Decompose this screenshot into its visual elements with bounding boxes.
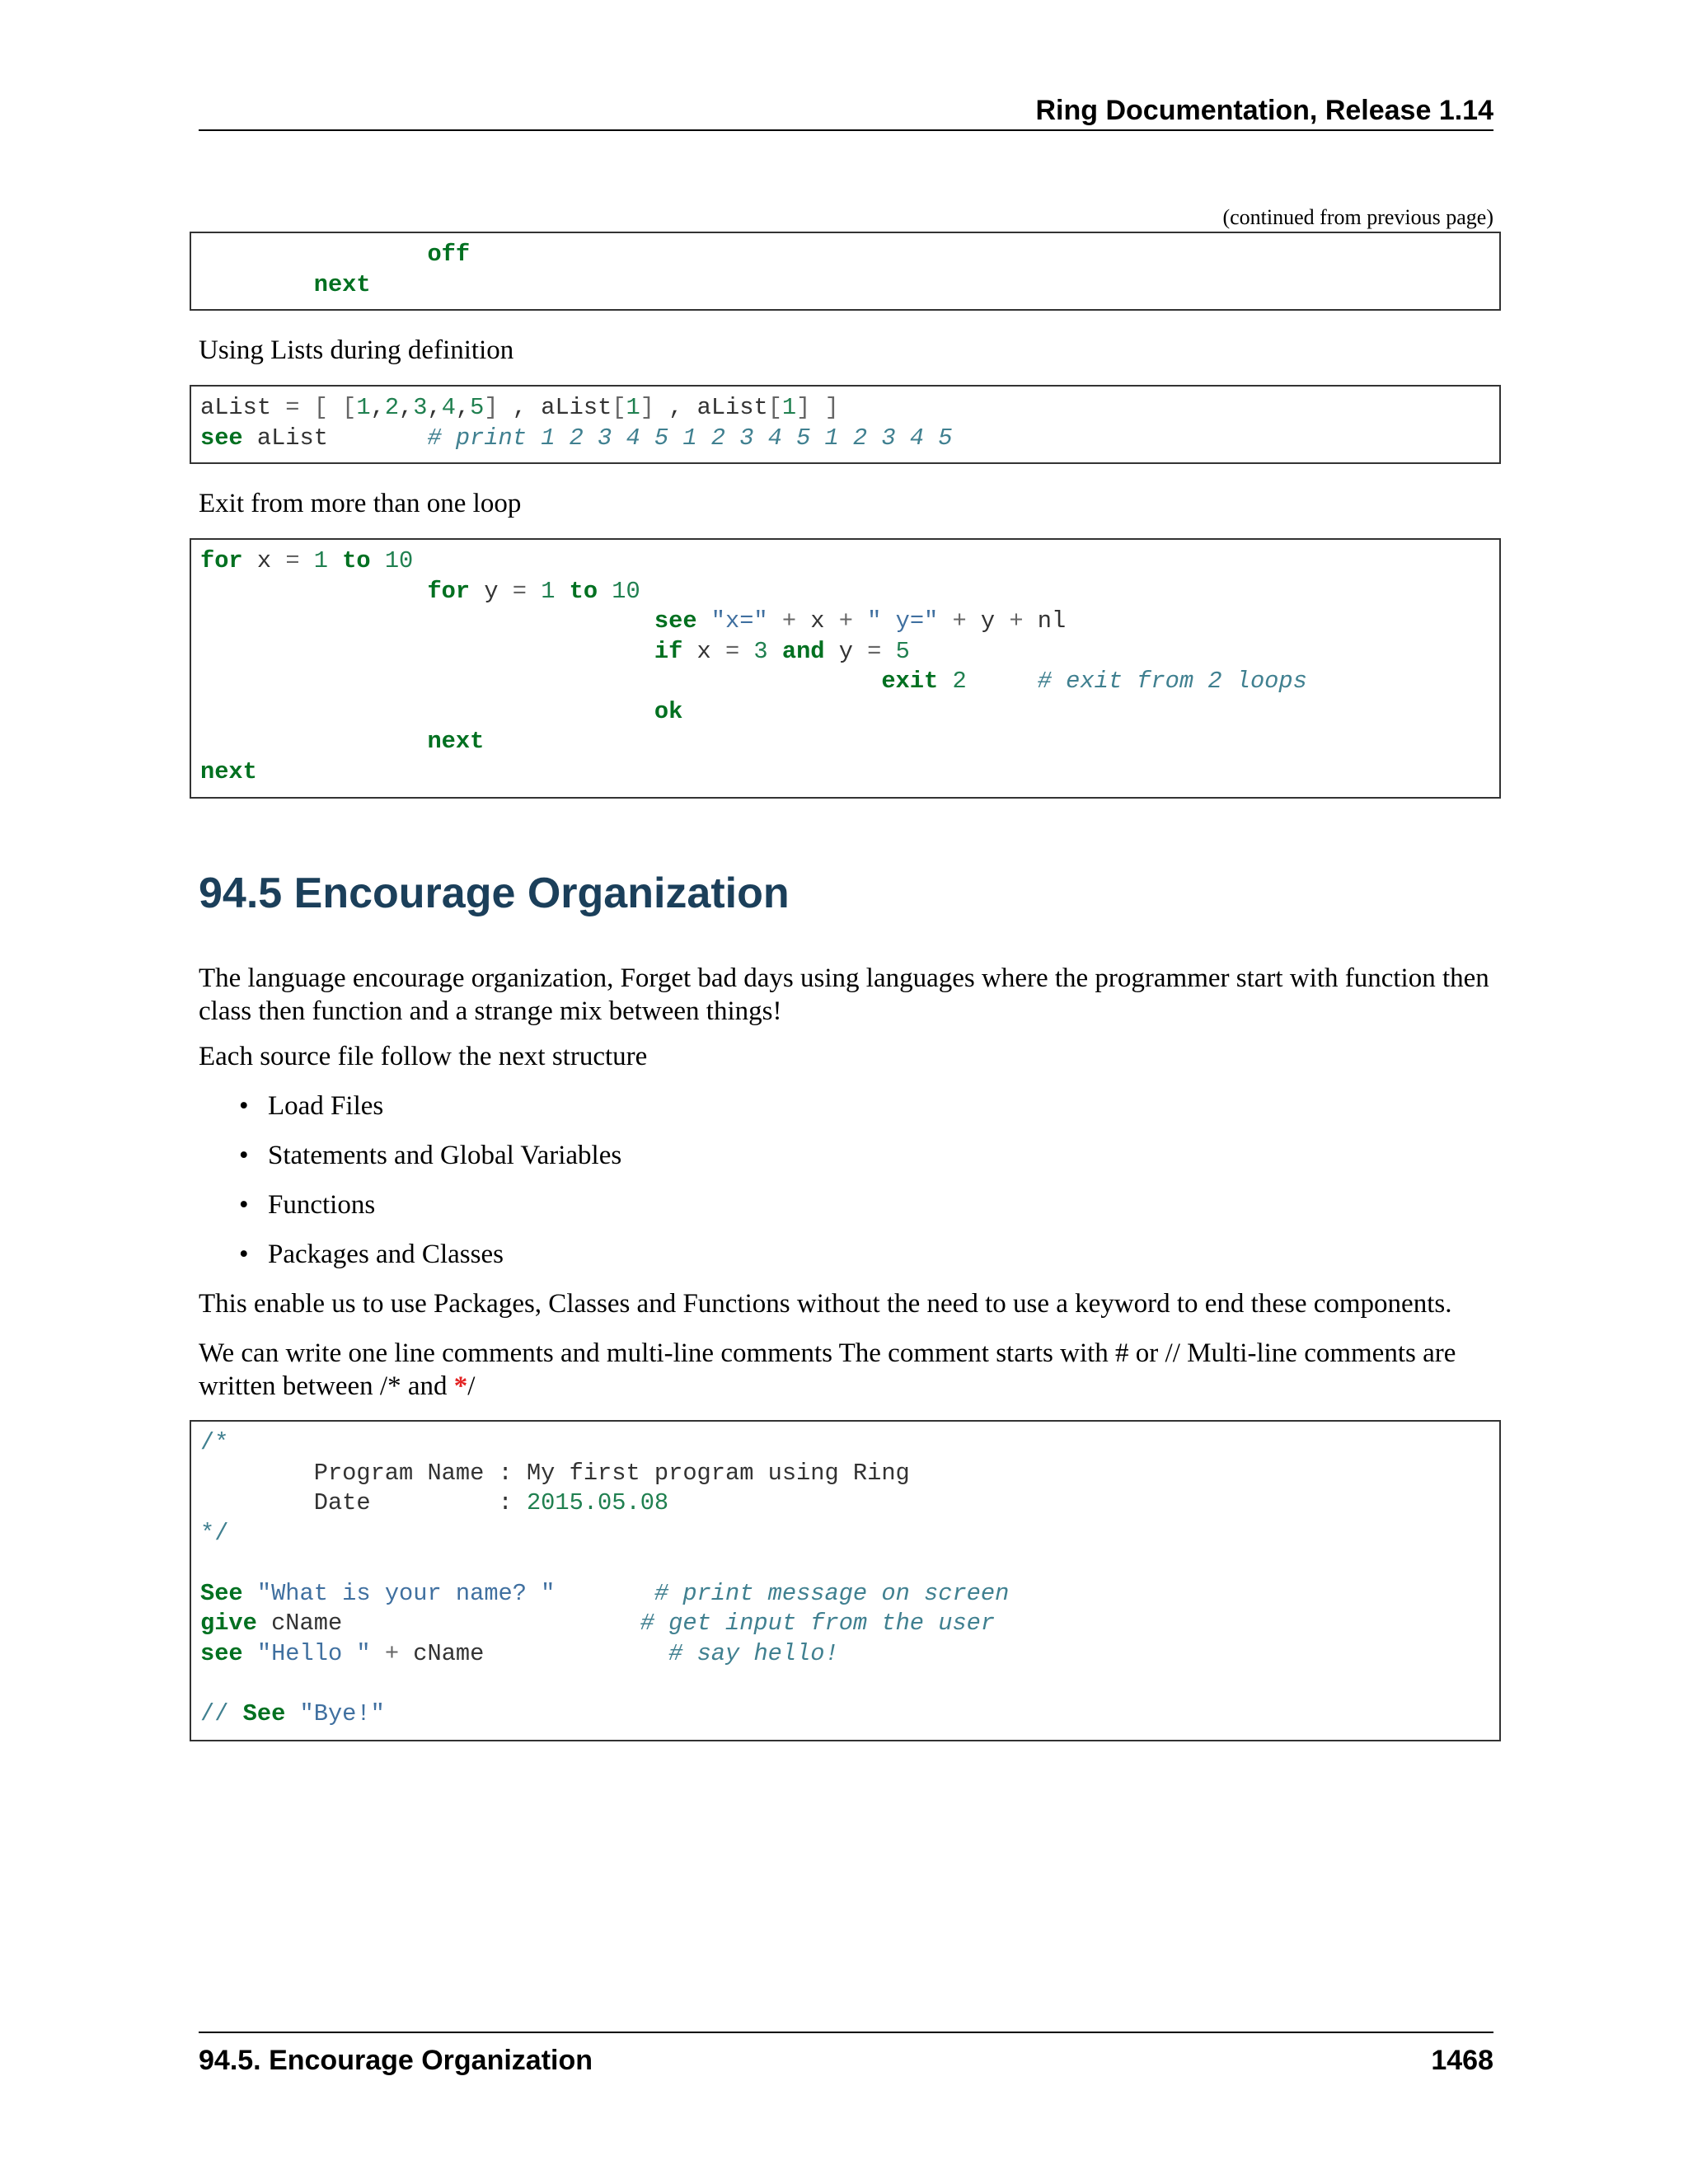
list-item: • Load Files [239,1090,621,1139]
code-block-comments: /* Program Name : My first program using Ring Date : 2015.05.08 */ See "What is your name? " # print message on screen give cName # get input from the user see "Hello " + cName # say hello! // See "Bye!" [190,1420,1501,1741]
paragraph-lists: Using Lists during definition [199,335,514,365]
code-block-continued [190,232,1501,311]
code-block-exit-loops: for x = 1 to 10 for y = 1 to 10 see "x=" + x + " y=" + y + nl if x = 3 and y = 5 exit 2 # exit from 2 loops ok next next [190,538,1501,799]
running-header: Ring Documentation, Release 1.14 [1035,95,1493,126]
code-comment: # print message on screen [654,1579,1010,1607]
footer-rule [199,2032,1493,2033]
page-number: 1468 [1431,2045,1493,2076]
code-comment: # exit from 2 loops [1037,668,1307,695]
code-comment: # get input from the user [640,1610,996,1637]
paragraph-comments: We can write one line comments and multi-line comments The comment starts with # or // Multi-line comments are written between /* and */ [199,1338,1456,1401]
section-heading: 94.5 Encourage Organization [199,869,790,917]
header-rule [199,129,1493,131]
code-block-lists: aList = [ [1,2,3,4,5] , aList[1] , aList[1] ] see aList # print 1 2 3 4 5 1 2 3 4 5 1 2 3 4 5 [190,385,1501,464]
paragraph-structure: Each source file follow the next structure [199,1042,648,1071]
code-comment: # say hello! [668,1639,839,1667]
footer-section: 94.5. Encourage Organization [199,2045,593,2076]
structure-list [239,1090,621,1287]
paragraph-intro: The language encourage organization, Forget bad days using languages where the programmer start with function then class then function and a strange mix between things! [199,963,1489,1026]
list-item: • Statements and Global Variables [239,1139,621,1188]
paragraph-enable: This enable us to use Packages, Classes and Functions without the need to use a keyword to end these components. [199,1289,1452,1319]
continued-note: (continued from previous page) [1222,205,1493,229]
highlighted-star: * [453,1371,468,1401]
list-item: • Packages and Classes [239,1238,621,1287]
paragraph-exit: Exit from more than one loop [199,489,522,518]
list-item: • Functions [239,1188,621,1238]
keyword: off [427,241,471,268]
running-footer [199,2042,1493,2079]
code-comment: # print 1 2 3 4 5 1 2 3 4 5 1 2 3 4 5 [427,424,953,452]
keyword: next [313,270,371,298]
